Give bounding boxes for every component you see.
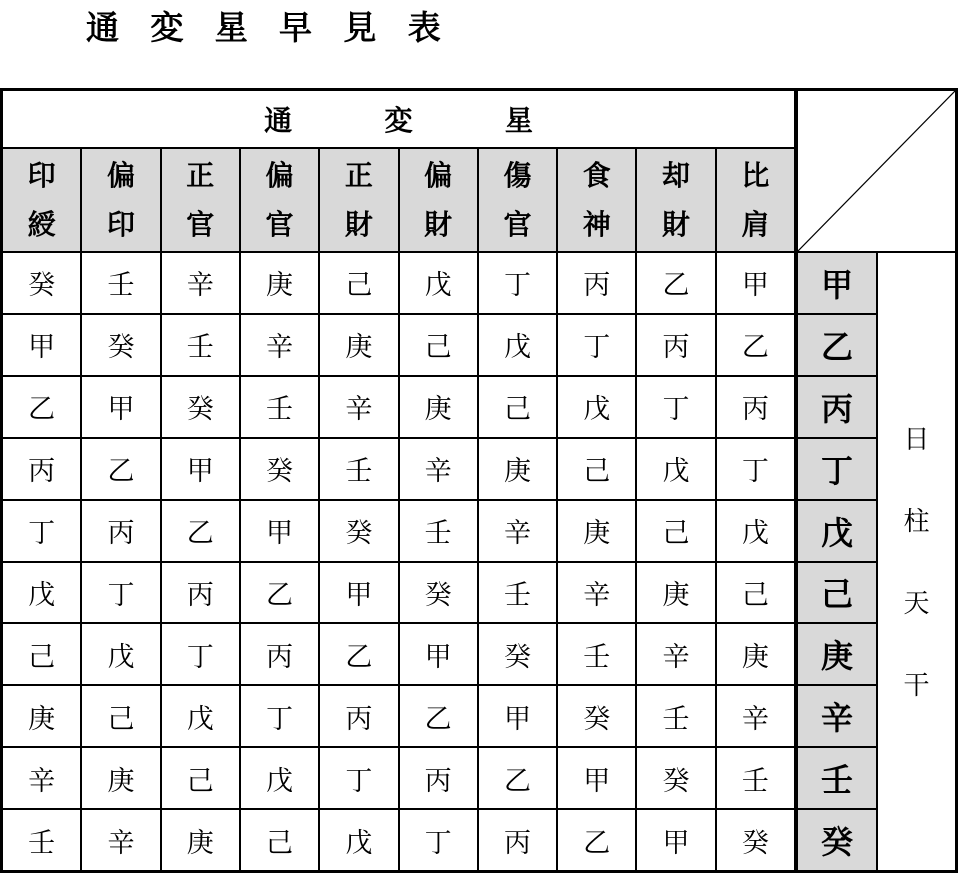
stem-cell: 辛 (796, 686, 876, 746)
body-cell: 壬 (241, 377, 318, 437)
body-cell: 戊 (637, 439, 714, 499)
body-cell: 己 (162, 748, 239, 808)
body-cell: 癸 (320, 501, 397, 561)
body-cell: 丙 (320, 686, 397, 746)
stem-cell: 乙 (796, 315, 876, 375)
body-cell: 壬 (82, 253, 159, 313)
body-cell: 己 (558, 439, 635, 499)
stem-cell: 丙 (796, 377, 876, 437)
body-cell: 辛 (3, 748, 80, 808)
body-cell: 丙 (162, 563, 239, 623)
char: 綬 (27, 208, 56, 240)
stem-cell: 戊 (796, 501, 876, 561)
char: 却 (662, 159, 691, 191)
stem-cell: 甲 (796, 253, 876, 313)
body-cell: 丁 (3, 501, 80, 561)
body-cell: 戊 (320, 810, 397, 870)
body-cell: 丁 (717, 439, 794, 499)
body-cell: 甲 (320, 563, 397, 623)
body-cell: 乙 (320, 624, 397, 684)
body-cell: 乙 (479, 748, 556, 808)
stem-cell: 丁 (796, 439, 876, 499)
body-cell: 己 (479, 377, 556, 437)
body-cell: 戊 (241, 748, 318, 808)
body-cell: 己 (320, 253, 397, 313)
body-cell: 辛 (637, 624, 714, 684)
body-cell: 甲 (3, 315, 80, 375)
body-cell: 甲 (241, 501, 318, 561)
body-cell: 丙 (241, 624, 318, 684)
char: 偏 (424, 159, 453, 191)
body-cell: 丁 (241, 686, 318, 746)
body-cell: 庚 (400, 377, 477, 437)
body-cell: 甲 (558, 748, 635, 808)
char: 偏 (265, 159, 294, 191)
body-cell: 丙 (479, 810, 556, 870)
body-cell: 壬 (558, 624, 635, 684)
stem-cell: 壬 (796, 748, 876, 808)
body-cell: 乙 (241, 563, 318, 623)
body-cell: 乙 (400, 686, 477, 746)
body-cell: 甲 (82, 377, 159, 437)
header-cell (400, 149, 477, 251)
body-cell: 壬 (320, 439, 397, 499)
body-cell: 丁 (479, 253, 556, 313)
body-cell: 庚 (558, 501, 635, 561)
diagonal-corner-cell (796, 91, 955, 251)
body-cell: 甲 (400, 624, 477, 684)
page-title: 通変星早見表 (86, 9, 473, 46)
body-cell: 庚 (162, 810, 239, 870)
body-cell: 辛 (400, 439, 477, 499)
char: 日 (903, 423, 930, 454)
body-cell: 丙 (558, 253, 635, 313)
body-cell: 甲 (479, 686, 556, 746)
body-cell: 戊 (400, 253, 477, 313)
body-cell: 庚 (3, 686, 80, 746)
body-cell: 癸 (400, 563, 477, 623)
body-cell: 辛 (717, 686, 794, 746)
stem-cell: 己 (796, 563, 876, 623)
char: 財 (662, 208, 691, 240)
body-cell: 癸 (717, 810, 794, 870)
body-cell: 丁 (637, 377, 714, 437)
body-cell: 乙 (3, 377, 80, 437)
header-cell (637, 149, 714, 251)
header-cell (82, 149, 159, 251)
body-cell: 乙 (82, 439, 159, 499)
body-cell: 己 (241, 810, 318, 870)
char: 印 (27, 159, 56, 191)
right-axis-label (878, 253, 955, 870)
char: 天 (903, 587, 930, 618)
body-cell: 丙 (717, 377, 794, 437)
body-cell: 乙 (162, 501, 239, 561)
header-cell (3, 149, 80, 251)
body-cell: 戊 (82, 624, 159, 684)
body-cell: 庚 (82, 748, 159, 808)
body-cell: 庚 (320, 315, 397, 375)
body-cell: 辛 (479, 501, 556, 561)
stem-cell: 癸 (796, 810, 876, 870)
char: 食 (582, 159, 611, 191)
char: 正 (186, 159, 215, 191)
body-cell: 癸 (241, 439, 318, 499)
body-cell: 癸 (82, 315, 159, 375)
char: 正 (344, 159, 373, 191)
body-cell: 庚 (241, 253, 318, 313)
header-cell (241, 149, 318, 251)
body-cell: 丙 (82, 501, 159, 561)
char: 官 (503, 208, 532, 240)
body-cell: 丁 (558, 315, 635, 375)
header-cell (320, 149, 397, 251)
body-cell: 戊 (717, 501, 794, 561)
char: 偏 (106, 159, 135, 191)
body-cell: 壬 (400, 501, 477, 561)
char: 官 (186, 208, 215, 240)
body-cell: 甲 (637, 810, 714, 870)
char: 肩 (741, 208, 770, 240)
body-cell: 戊 (479, 315, 556, 375)
body-cell: 己 (3, 624, 80, 684)
body-cell: 己 (717, 563, 794, 623)
body-cell: 丁 (82, 563, 159, 623)
body-cell: 辛 (241, 315, 318, 375)
body-cell: 癸 (3, 253, 80, 313)
body-cell: 壬 (3, 810, 80, 870)
body-cell: 己 (82, 686, 159, 746)
body-cell: 辛 (320, 377, 397, 437)
body-cell: 丁 (162, 624, 239, 684)
char: 財 (424, 208, 453, 240)
body-cell: 庚 (637, 563, 714, 623)
body-cell: 癸 (558, 686, 635, 746)
body-cell: 丁 (320, 748, 397, 808)
body-cell: 庚 (479, 439, 556, 499)
body-cell: 戊 (558, 377, 635, 437)
body-cell: 庚 (717, 624, 794, 684)
header-cell (717, 149, 794, 251)
body-cell: 壬 (717, 748, 794, 808)
body-cell: 己 (637, 501, 714, 561)
group-header-tsuhensei: 通変星 (3, 91, 794, 147)
body-cell: 壬 (162, 315, 239, 375)
body-cell: 己 (400, 315, 477, 375)
body-cell: 戊 (3, 563, 80, 623)
body-cell: 戊 (162, 686, 239, 746)
char: 傷 (503, 159, 532, 191)
body-cell: 辛 (162, 253, 239, 313)
char: 官 (265, 208, 294, 240)
char: 比 (741, 159, 770, 191)
body-cell: 丙 (400, 748, 477, 808)
char: 財 (344, 208, 373, 240)
body-cell: 乙 (637, 253, 714, 313)
header-cell (558, 149, 635, 251)
header-cell (162, 149, 239, 251)
header-cell (479, 149, 556, 251)
diagonal-line (798, 91, 955, 251)
body-cell: 壬 (637, 686, 714, 746)
body-cell: 乙 (558, 810, 635, 870)
body-cell: 癸 (479, 624, 556, 684)
body-cell: 甲 (717, 253, 794, 313)
char: 干 (903, 669, 930, 700)
body-cell: 壬 (479, 563, 556, 623)
char: 柱 (903, 505, 930, 536)
char: 神 (582, 208, 611, 240)
body-cell: 辛 (558, 563, 635, 623)
body-cell: 辛 (82, 810, 159, 870)
body-cell: 丙 (637, 315, 714, 375)
body-cell: 乙 (717, 315, 794, 375)
body-cell: 癸 (162, 377, 239, 437)
tsuhensei-table (0, 88, 958, 873)
body-cell: 甲 (162, 439, 239, 499)
body-cell: 丁 (400, 810, 477, 870)
char: 印 (106, 208, 135, 240)
body-cell: 丙 (3, 439, 80, 499)
stem-cell: 庚 (796, 624, 876, 684)
body-cell: 癸 (637, 748, 714, 808)
